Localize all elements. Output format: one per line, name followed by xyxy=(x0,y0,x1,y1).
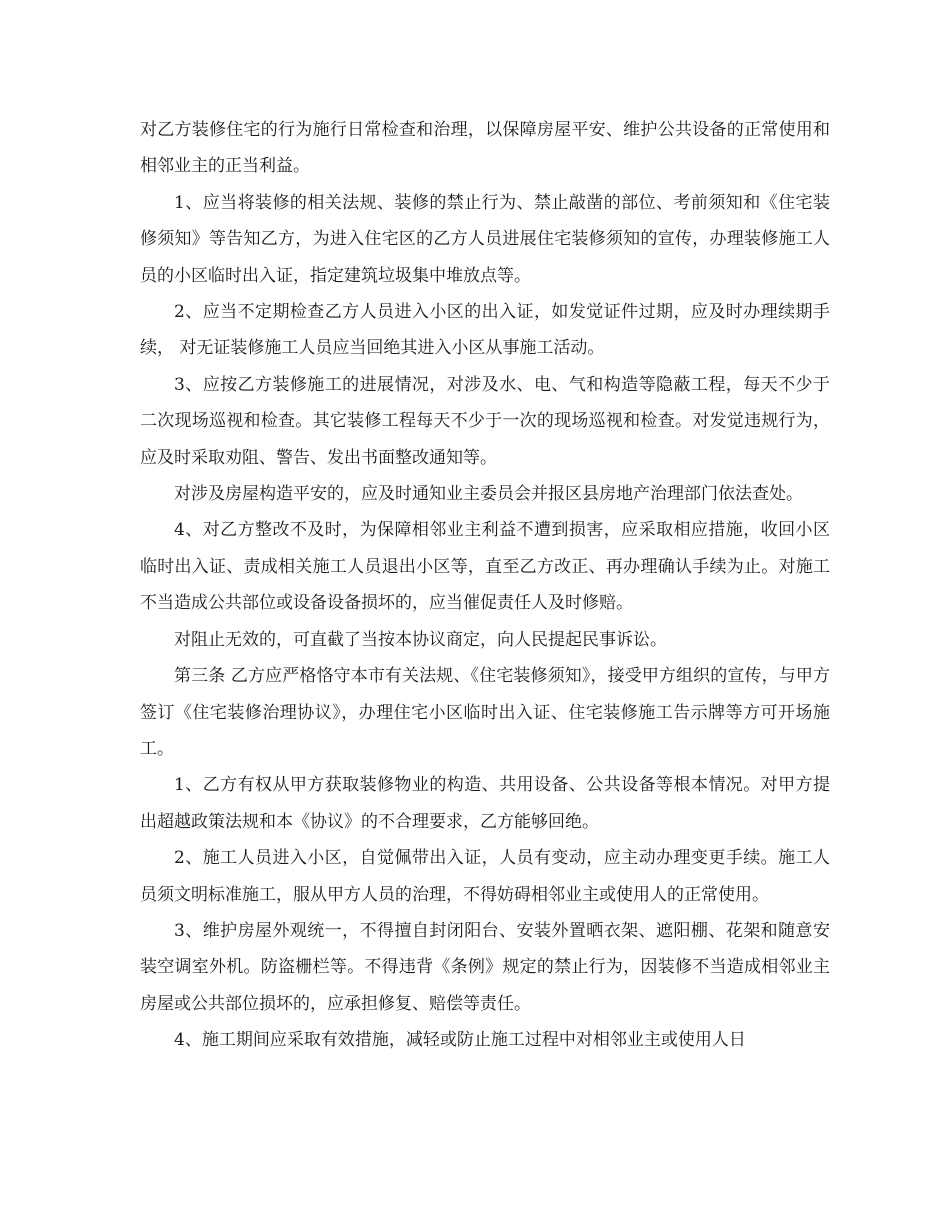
paragraph-item-4: 4、对乙方整改不及时，为保障相邻业主利益不遭到损害，应采取相应措施，收回小区临时出入证、责成相关施工人员退出小区等，直至乙方改正、再办理确认手续为止。对施工不当造成公共部位或设备设备损坏的，应当催促责任人及时修赔。 xyxy=(140,520,830,614)
paragraph-article-3-item-4: 4、施工期间应采取有效措施，减轻或防止施工过程中对相邻业主或使用人日 xyxy=(174,1030,746,1051)
paragraph-item-1: 1、应当将装修的相关法规、装修的禁止行为、禁止敲凿的部位、考前须知和《住宅装修须知》等告知乙方，为进入住宅区的乙方人员进展住宅装修须知的宣传，办理装修施工人员的小区临时出入证，指定建筑垃圾集中堆放点等。 xyxy=(140,192,830,286)
paragraph-structure-safety: 对涉及房屋构造平安的，应及时通知业主委员会并报区县房地产治理部门依法查处。 xyxy=(174,484,803,505)
paragraph-lawsuit: 对阻止无效的，可直截了当按本协议商定，向人民提起民事诉讼。 xyxy=(174,629,667,650)
paragraph-article-3-item-1: 1、乙方有权从甲方获取装修物业的构造、共用设备、公共设备等根本情况。对甲方提出超越政策法规和本《协议》的不合理要求，乙方能够回绝。 xyxy=(140,775,830,832)
paragraph-item-3: 3、应按乙方装修施工的进展情况，对涉及水、电、气和构造等隐蔽工程，每天不少于二次现场巡视和检查。其它装修工程每天不少于一次的现场巡视和检查。对发觉违规行为，应及时采取劝阻、警告、发出书面整改通知等。 xyxy=(140,374,830,468)
paragraph-article-3: 第三条 乙方应严格恪守本市有关法规、《住宅装修须知》，接受甲方组织的宣传，与甲方签订《住宅装修治理协议》，办理住宅小区临时出入证、住宅装修施工告示牌等方可开场施工。 xyxy=(140,666,830,759)
paragraph-article-3-item-3: 3、维护房屋外观统一，不得擅自封闭阳台、安装外置晒衣架、遮阳棚、花架和随意安装空调室外机。防盗栅栏等。不得违背《条例》规定的禁止行为，因装修不当造成相邻业主房屋或公共部位损坏的，应承担修复、赔偿等责任。 xyxy=(140,920,830,1014)
document-body xyxy=(140,112,830,1059)
paragraph-continuation: 对乙方装修住宅的行为施行日常检查和治理，以保障房屋平安、维护公共设备的正常使用和相邻业主的正当利益。 xyxy=(140,120,830,177)
paragraph-item-2: 2、应当不定期检查乙方人员进入小区的出入证，如发觉证件过期，应及时办理续期手续， 对无证装修施工人员应当回绝其进入小区从事施工活动。 xyxy=(140,302,830,359)
paragraph-article-3-item-2: 2、施工人员进入小区，自觉佩带出入证，人员有变动，应主动办理变更手续。施工人员须文明标准施工，服从甲方人员的治理，不得妨碍相邻业主或使用人的正常使用。 xyxy=(140,848,830,905)
